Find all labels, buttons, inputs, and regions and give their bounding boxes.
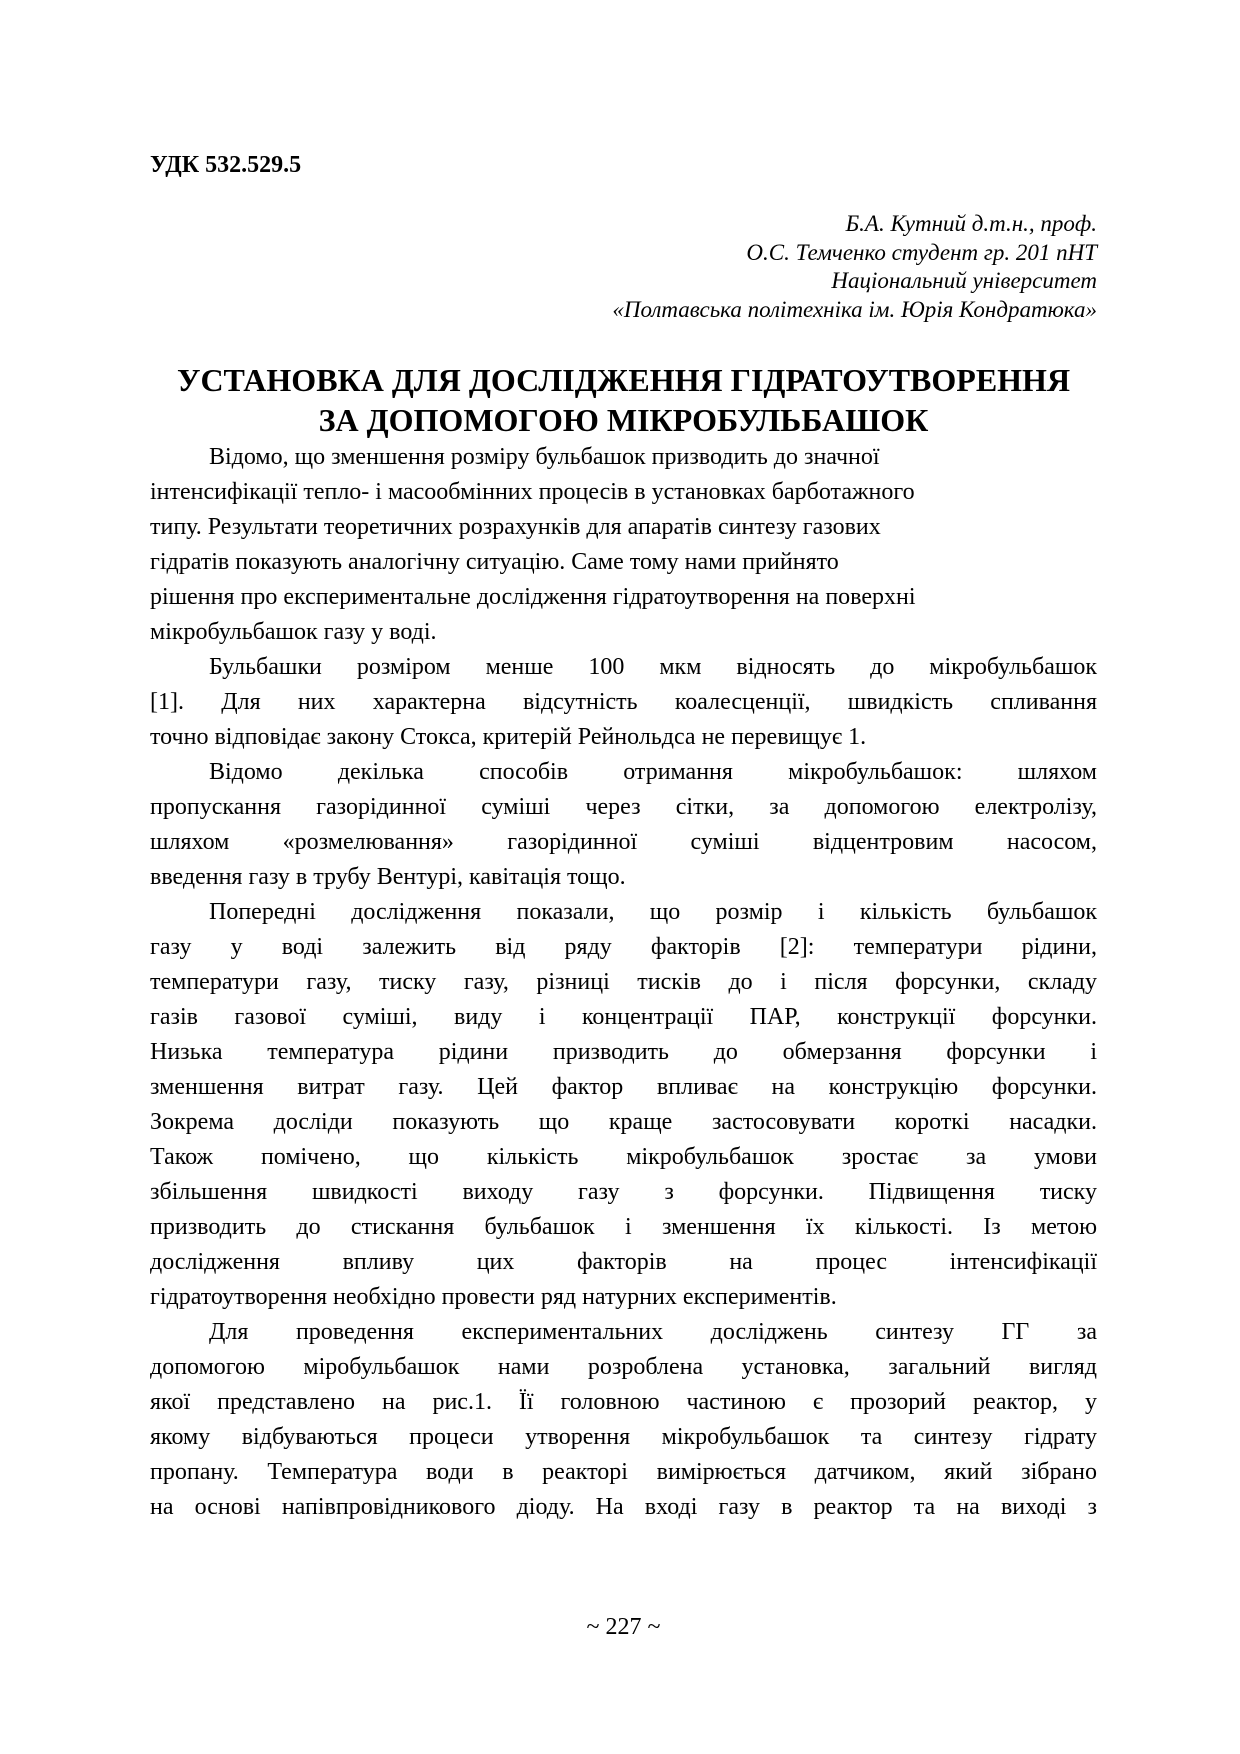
article-title: [150, 360, 1097, 440]
author-line: О.С. Темченко студент гр. 201 пНТ: [746, 239, 1097, 265]
text-line: Для проведення експериментальних досліджень синтезу ГГ за: [209, 1319, 1097, 1345]
paragraph: [150, 755, 1097, 895]
text-line: збільшення швидкості виходу газу з форсунки. Підвищення тиску: [150, 1179, 1097, 1205]
text-line: гідратоутворення необхідно провести ряд натурних експериментів.: [150, 1284, 837, 1310]
text-line: [1]. Для них характерна відсутність коалесценції, швидкість спливання: [150, 689, 1097, 715]
text-line: Відомо, що зменшення розміру бульбашок призводить до значної: [209, 444, 880, 470]
author-line: Б.А. Кутний д.т.н., проф.: [845, 211, 1097, 236]
paragraph: [150, 895, 1097, 1315]
text-line: шляхом «розмелювання» газорідинної суміші відцентровим насосом,: [150, 829, 1097, 855]
udk-code: УДК 532.529.5: [150, 152, 302, 178]
affiliation-line: «Полтавська політехніка ім. Юрія Кондратюка»: [612, 296, 1097, 322]
text-line: Низька температура рідини призводить до обмерзання форсунки і: [150, 1039, 1097, 1065]
text-line: Бульбашки розміром менше 100 мкм відносять до мікробульбашок: [209, 654, 1097, 680]
author-block: [612, 210, 1097, 324]
text-line: Зокрема досліди показують що краще застосовувати короткі насадки.: [150, 1109, 1097, 1135]
text-line: гідратів показують аналогічну ситуацію. Саме тому нами прийнято: [150, 549, 839, 575]
text-line: мікробульбашок газу у воді.: [150, 619, 437, 645]
text-line: газів газової суміші, виду і концентрації ПАР, конструкції форсунки.: [150, 1004, 1097, 1030]
title-line: УСТАНОВКА ДЛЯ ДОСЛІДЖЕННЯ ГІДРАТОУТВОРЕННЯ: [176, 362, 1071, 398]
text-line: Відомо декілька способів отримання мікробульбашок: шляхом: [209, 759, 1097, 785]
text-line: точно відповідає закону Стокса, критерій Рейнольдса не перевищує 1.: [150, 724, 867, 750]
page-number: ~ 227 ~: [586, 1614, 661, 1640]
text-line: рішення про експериментальне дослідження гідратоутворення на поверхні: [150, 584, 916, 610]
text-line: зменшення витрат газу. Цей фактор впливає на конструкцію форсунки.: [150, 1074, 1097, 1100]
text-line: дослідження впливу цих факторів на процес інтенсифікації: [150, 1249, 1097, 1275]
text-line: Також помічено, що кількість мікробульбашок зростає за умови: [150, 1144, 1097, 1170]
text-line: газу у воді залежить від ряду факторів [2]: температури рідини,: [150, 934, 1097, 960]
text-line: допомогою міробульбашок нами розроблена установка, загальний вигляд: [150, 1354, 1097, 1380]
text-line: призводить до стискання бульбашок і зменшення їх кількості. Із метою: [150, 1214, 1097, 1240]
paragraph: [150, 440, 1097, 650]
text-line: введення газу в трубу Вентурі, кавітація тощо.: [150, 864, 626, 890]
affiliation-line: Національний університет: [831, 268, 1097, 293]
article-body: [150, 440, 1097, 1525]
text-line: типу. Результати теоретичних розрахунків для апаратів синтезу газових: [150, 514, 881, 540]
text-line: Попередні дослідження показали, що розмір і кількість бульбашок: [209, 899, 1097, 925]
paragraph: [150, 650, 1097, 755]
text-line: на основі напівпровідникового діоду. На вході газу в реактор та на виході з: [150, 1494, 1097, 1520]
text-line: якому відбуваються процеси утворення мікробульбашок та синтезу гідрату: [150, 1424, 1097, 1450]
text-line: температури газу, тиску газу, різниці тисків до і після форсунки, складу: [150, 969, 1097, 995]
text-line: пропану. Температура води в реакторі вимірюється датчиком, який зібрано: [150, 1459, 1097, 1485]
paragraph: [150, 1315, 1097, 1525]
text-line: пропускання газорідинної суміші через сітки, за допомогою електролізу,: [150, 794, 1097, 820]
title-line: ЗА ДОПОМОГОЮ МІКРОБУЛЬБАШОК: [318, 402, 929, 438]
text-line: якої представлено на рис.1. Її головною частиною є прозорий реактор, у: [150, 1389, 1097, 1415]
text-line: інтенсифікації тепло- і масообмінних процесів в установках барботажного: [150, 479, 915, 505]
